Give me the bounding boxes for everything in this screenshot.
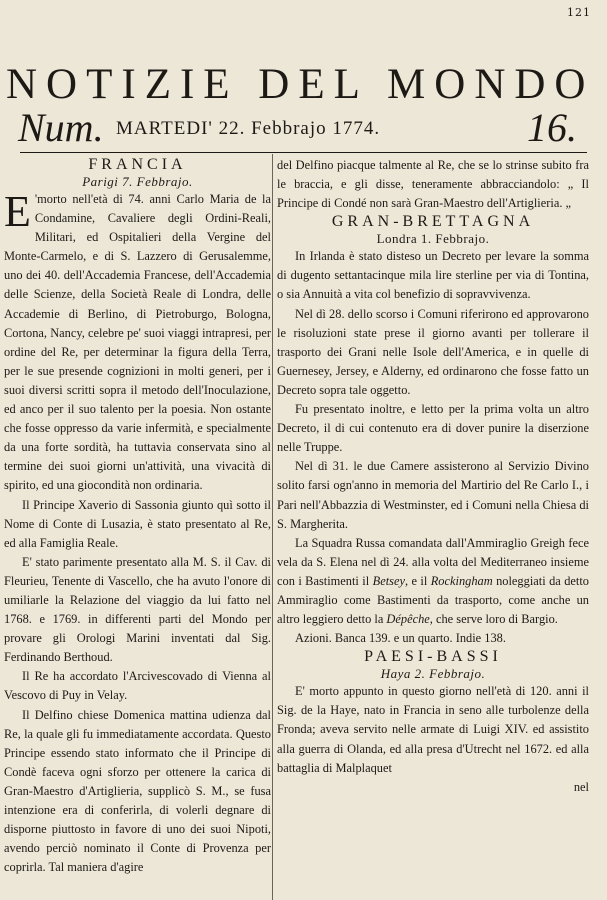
- masthead-rule: [20, 152, 587, 153]
- article-irlanda: In Irlanda è stato disteso un Decreto per levare la somma di dugento settantacinque mila lire sterline per via di Tontina, o sia Annuità a vita col benefizio di sopravvivenza.: [277, 249, 589, 302]
- dateline-haya: Haya 2. Febbrajo.: [380, 666, 486, 682]
- page-number: 121: [567, 6, 591, 19]
- ship-name-depeche: Dépêche: [386, 612, 430, 627]
- column-divider: [272, 154, 273, 900]
- article-comuni: Nel dì 28. dello scorso i Comuni riferirono ed approvarono le risoluzioni state prese il giorno avanti per tollerare il trasporto dei Grani nelle Isole dell'America, e in quelle di Guernesey, Jersey, e Alderny, ed ordinarono che fosse fatto un Decreto sopra tale oggetto.: [277, 306, 589, 397]
- right-column: [277, 156, 589, 900]
- article-condamine-text: 'morto nell'età di 74. anni Carlo Maria de la Condamine, Cavaliere degli Ordini-Reali, Militari, ed Ospitalieri della Vergine del Monte-Carmelo, e di S. Lazzero di Gerusalemme, uno dei 40. dell'Accademia Francese, dell'Accademia delle Scienze, della Società Reale di Londra, delle Accademie di Berlino, di Pietroburgo, Bologna, Cortona, Nancy, celebre pe' suoi viaggi intrapresi, per ordine del Re, per determinar la figura della Terra, per le sue presende cognizioni in molti generi, per i suoi diversi scritti sopra il metodo dell'Inoculazione, ed anco per il suo talento per la poesia. Non ostante che fosse oppresso da varie infermità, e specialmente da una forte sordità, ha tuttavia conservata sino al termine dei suoi giorni un'attività, una vivacità di spirito, ed una giocondità non ordinaria.: [4, 192, 271, 493]
- squadra-text-4: , che serve loro di Bargio.: [429, 612, 558, 627]
- article-camere: Nel dì 31. le due Camere assisterono al Servizio Divino solito farsi ogn'anno in memoria del Martirio del Re Carlo I., i Pari nell'Abbazzia di Westminster, ed i Comuni nella Chiesa di S. Margherita.: [277, 459, 589, 531]
- article-dauphin-cont: del Delfino piacque talmente al Re, che se lo strinse subito fra le braccia, e gli disse, teneramente abbracciandolo: „ Il Principe di Condé non sarà Gran-Maestro dell'Artiglieria. „: [277, 158, 589, 211]
- issue-line: [18, 105, 577, 154]
- issue-number: 16.: [527, 105, 577, 150]
- article-fleurieu: E' stato parimente presentato alla M. S. il Cav. di Fleurieu, Tenente di Vascello, che ha avuto l'onore di umiliarle la Relazione del viaggio da lui fatto nel 1768. e 1769. in differenti parti del Mondo per provare gli Orologi Marini inventati dal Sig. Ferdinando Berthoud.: [4, 554, 271, 665]
- num-label: Num.: [18, 105, 104, 150]
- ship-name-betsey: Betsey: [372, 573, 405, 588]
- article-de-la-haye: E' morto appunto in questo giorno nell'età di 120. anni il Sig. de la Haye, nato in Francia in seno alle turbolenze della Fronda; aveva servito nelle armate di Luigi XIV. ed assistito alla guerra di Olanda, ed alla presa d'Utrecht nel 1672. ed alla battaglia di Malplaquet: [277, 684, 589, 775]
- article-dauphin: Il Delfino chiese Domenica mattina udienza dal Re, la quale gli fu immediatamente accordata. Questo Principe essendo stato informato che il Principe di Condè faceva ogni sforzo per ottenere la carica di Gran-Maestro d'Artiglieria, supplicò S. M., se fusa intenzione era di conferirla, di volerli degnare di disporne piuttosto in favore di uno dei suoi Nipoti, avendo perciò nominato il Conte di Provenza per coprirla. Tal maniera d'agire: [4, 707, 271, 875]
- masthead-title: NOTIZIE DEL MONDO: [6, 61, 595, 108]
- section-heading-paesi-bassi: PAESI-BASSI: [364, 648, 502, 666]
- article-decreto: Fu presentato inoltre, e letto per la prima volta un altro Decreto, il di cui contenuto era di dover punire la diserzione nelle Truppe.: [277, 402, 589, 455]
- left-column: [4, 156, 271, 900]
- squadra-text-1: La Squadra Russa comandata dall'Ammiraglio Greigh fece vela da S. Elena nel dì 24. alla volta del Mediterraneo insieme con i Bastimenti il: [277, 535, 589, 588]
- dateline-parigi: Parigi 7. Febbrajo.: [82, 174, 193, 189]
- catchword: nel: [573, 779, 589, 794]
- article-squadra-russa: [277, 534, 589, 629]
- squadra-text-3: noleggiati da detto Ammiraglio come Bastimenti da trasporto, come anche un altro leggiero detto la: [277, 573, 589, 627]
- stock-quotes: Azioni. Banca 139. e un quarto. Indie 138.: [295, 631, 506, 646]
- section-heading-gran-brettagna: GRAN-BRETTAGNA: [331, 213, 535, 231]
- article-condamine: [4, 187, 271, 496]
- drop-cap: E: [4, 187, 31, 236]
- section-heading-francia: FRANCIA: [88, 156, 187, 173]
- squadra-text-2: , e il: [404, 573, 431, 588]
- issue-date: MARTEDI' 22. Febbrajo 1774.: [116, 118, 381, 139]
- article-saxony: Il Principe Xaverio di Sassonia giunto quì sotto il Nome di Conte di Lusazia, è stato presentato al Re, ed alla Famiglia Reale.: [4, 497, 271, 550]
- dateline-londra: Londra 1. Febbrajo.: [376, 231, 490, 247]
- ship-name-rockingham: Rockingham: [430, 573, 493, 588]
- article-archbishop: Il Re ha accordato l'Arcivescovado di Vienna al Vescovo di Puy in Velay.: [4, 669, 271, 703]
